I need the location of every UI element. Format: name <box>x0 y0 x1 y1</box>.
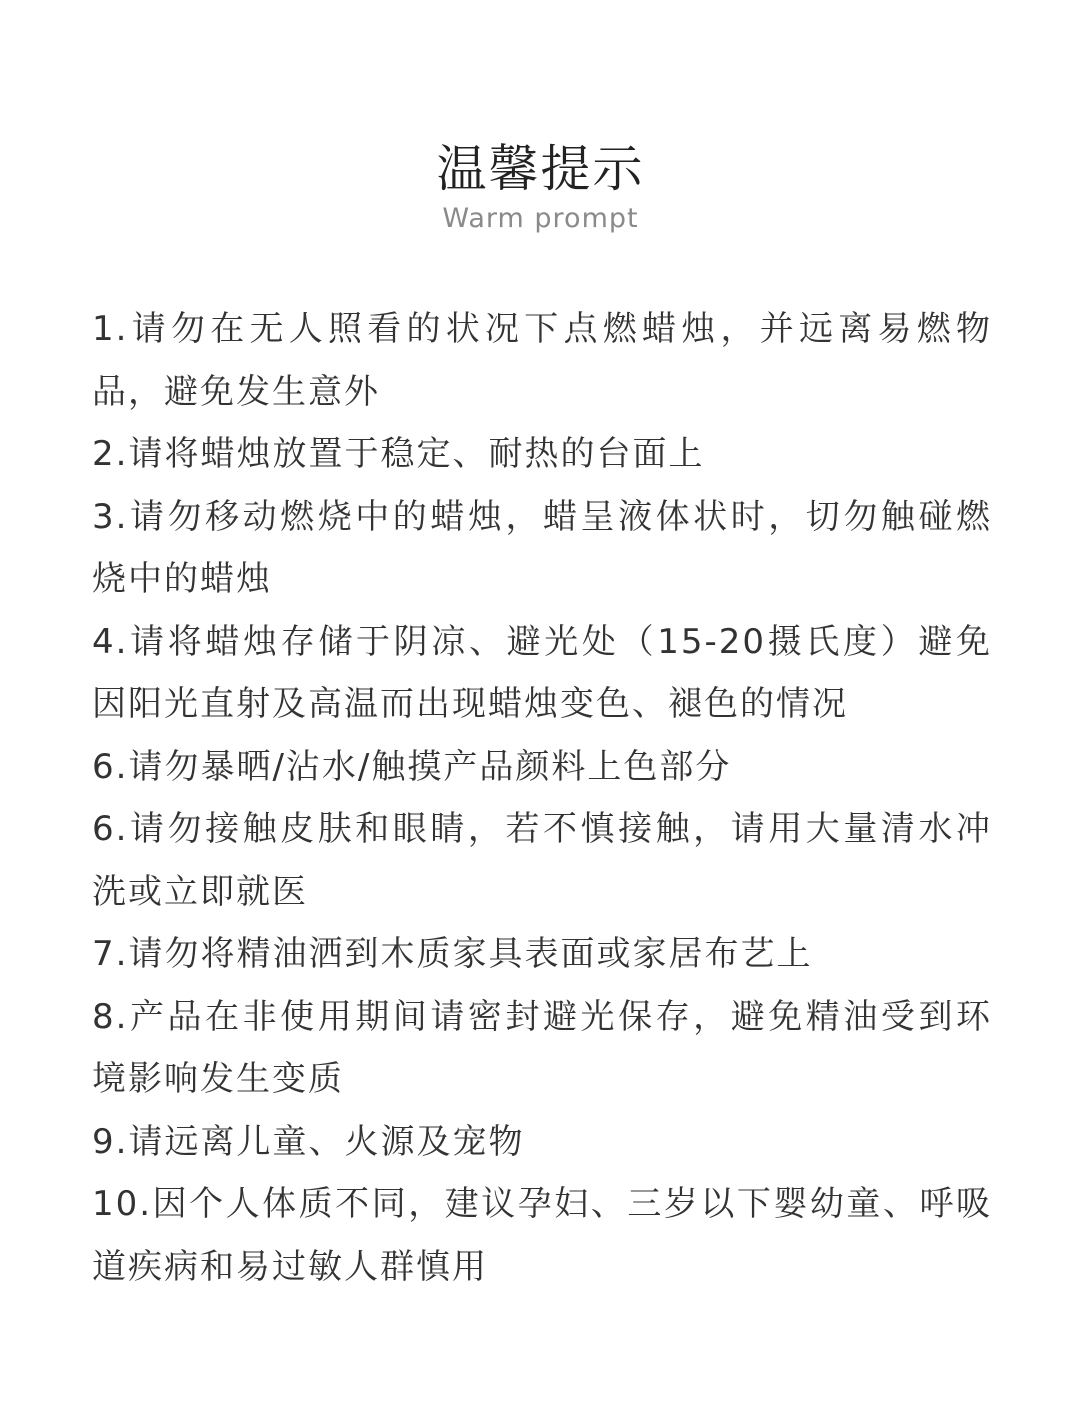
note-item-8: 8.产品在非使用期间请密封避光保存，避免精油受到环境影响发生变质 <box>92 996 992 1099</box>
note-item-9: 9.请远离儿童、火源及宠物 <box>92 1121 525 1162</box>
note-item-5: 6.请勿暴晒/沾水/触摸产品颜料上色部分 <box>92 746 732 787</box>
note-item-3: 3.请勿移动燃烧中的蜡烛，蜡呈液体状时，切勿触碰燃烧中的蜡烛 <box>92 496 992 599</box>
page-title: 温馨提示 <box>436 140 645 198</box>
notes-list <box>92 298 992 1298</box>
note-item-10: 10.因个人体质不同，建议孕妇、三岁以下婴幼童、呼吸道疾病和易过敏人群慎用 <box>92 1184 992 1287</box>
note-item-2: 2.请将蜡烛放置于稳定、耐热的台面上 <box>92 434 705 474</box>
page-subtitle: Warm prompt <box>442 203 639 234</box>
note-item-1: 1.请勿在无人照看的状况下点燃蜡烛，并远离易燃物品，避免发生意外 <box>92 309 992 412</box>
note-item-4: 4.请将蜡烛存储于阴凉、避光处（15-20摄氏度）避免因阳光直射及高温而出现蜡烛变色、褪色的情况 <box>92 621 992 724</box>
note-item-6: 6.请勿接触皮肤和眼睛，若不慎接触，请用大量清水冲洗或立即就医 <box>92 809 992 912</box>
note-item-7: 7.请勿将精油洒到木质家具表面或家居布艺上 <box>92 934 813 974</box>
header <box>0 136 1081 236</box>
